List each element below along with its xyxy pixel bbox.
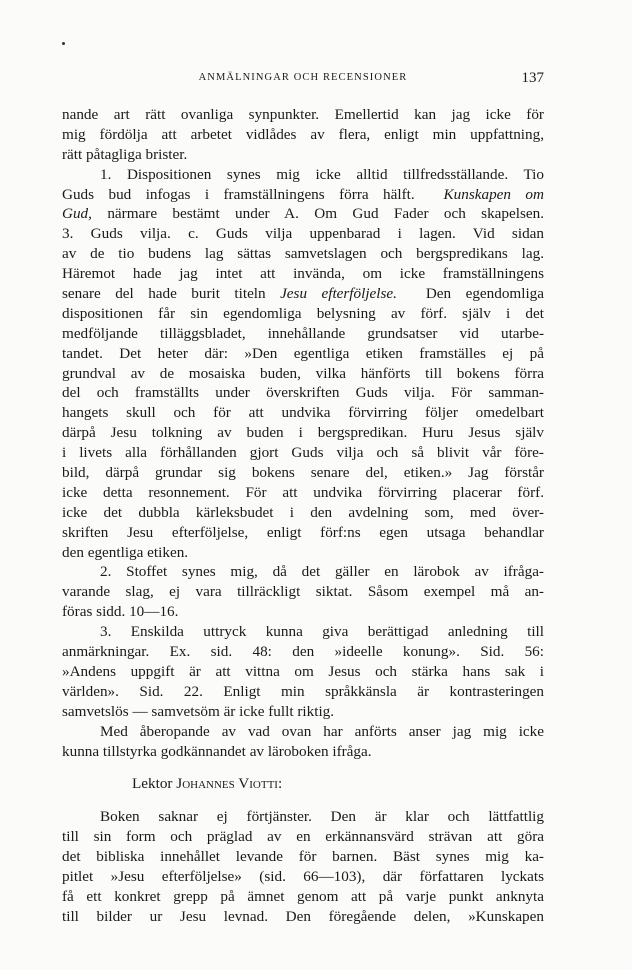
page-header xyxy=(62,70,544,90)
text-line: dispositionen får sin egendomliga belysning av förf. själv i det xyxy=(62,304,544,322)
reviewer-name: Johannes Viotti: xyxy=(176,775,283,793)
italic-phrase: Jesu efterföljelse. xyxy=(280,285,397,303)
text-line xyxy=(62,185,544,205)
text-line: rätt påtagliga brister. xyxy=(62,145,188,163)
text-line: av de tio budens lag sättas samvetslagen och bergspredikans lag. xyxy=(62,245,544,263)
text-line xyxy=(62,204,544,224)
text-line: bild, därpå grundar sig bokens senare del, etiken.» Jag förstår xyxy=(62,464,544,482)
text-span: senare del hade burit titeln xyxy=(62,285,266,303)
reviewer-signature xyxy=(62,774,544,794)
text-line: i livets alla förhållanden gjort Guds vilja och så blivit vår före- xyxy=(62,444,544,462)
body-text xyxy=(62,105,544,927)
text-span: Guds bud infogas i framställningens förra hälft. xyxy=(62,185,415,203)
text-line: pitlet »Jesu efterföljelse» (sid. 66—103), där författaren lyckats xyxy=(62,867,544,885)
text-line: medföljande tilläggsbladet, innehållande grundsatser vid utarbe- xyxy=(62,324,544,342)
text-line: hangets skull och för att undvika förvirring följer omedelbart xyxy=(62,404,544,422)
italic-phrase: Kunskapen om xyxy=(443,185,544,203)
text-line: den egentliga etiken. xyxy=(62,543,189,561)
text-line: varande slag, ej vara tillräckligt siktat. Såsom exempel må an- xyxy=(62,583,544,601)
text-line: föras sidd. 10—16. xyxy=(62,603,179,621)
italic-phrase: Gud, xyxy=(62,205,92,223)
text-line: kunna tillstyrka godkännandet av läroboken ifråga. xyxy=(62,742,372,760)
running-title: ANMÄLNINGAR OCH RECENSIONER xyxy=(198,72,408,83)
text-line: Boken saknar ej förtjänster. Den är klar och lättfattlig xyxy=(100,808,544,826)
text-line: nande art rätt ovanliga synpunkter. Emellertid kan jag icke för xyxy=(62,106,544,123)
text-span: närmare bestämt under A. Om Gud Fader och skapelsen. xyxy=(107,205,545,223)
text-line: Häremot hade jag intet att invända, om icke framställningens xyxy=(62,265,544,283)
text-line: icke det dubbla kärleksbudet i den avdelning som, med över- xyxy=(62,503,544,521)
text-line: mig fördölja att arbetet vidlådes av flera, enligt min uppfattning, xyxy=(62,125,544,143)
text-line: få ett konkret grepp på ämnet genom att på varje punkt anknyta xyxy=(62,887,544,905)
text-line: därpå Jesu tolkning av buden i bergspredikan. Huru Jesus själv xyxy=(62,424,544,442)
text-line: till bilder ur Jesu levnad. Den föregående delen, »Kunskapen xyxy=(62,907,544,925)
text-line: grundval av de mosaiska buden, vilka hänförts till bokens förra xyxy=(62,364,544,382)
text-line: samvetslös — samvetsöm är icke fullt riktig. xyxy=(62,702,335,720)
text-line: det bibliska innehållet levande för barnen. Bäst synes mig ka- xyxy=(62,848,544,866)
text-line: tandet. Det heter där: »Den egentliga etiken framställes ej på xyxy=(62,344,544,362)
page-number: 137 xyxy=(521,70,544,86)
text-line: anmärkningar. Ex. sid. 48: den »ideelle konung». Sid. 56: xyxy=(62,643,544,661)
stray-mark xyxy=(62,42,65,45)
text-span: Den egendomliga xyxy=(425,285,545,303)
text-line: till sin form och präglad av en erkännansvärd strävan att göra xyxy=(62,828,544,846)
text-line: »Andens uppgift är att vittna om Jesus och stärka hans sak i xyxy=(62,662,544,680)
text-line: 1. Dispositionen synes mig icke alltid tillfredsställande. Tio xyxy=(100,165,544,183)
text-line: Med åberopande av vad ovan har anförts anser jag mig icke xyxy=(100,722,544,740)
text-line: 3. Enskilda uttryck kunna giva berättigad anledning till xyxy=(100,623,544,641)
text-line: världen». Sid. 22. Enligt min språkkänsla är kontrasteringen xyxy=(62,682,544,700)
text-line: del och framställts under överskriften Guds vilja. För samman- xyxy=(62,384,544,402)
text-line xyxy=(62,284,544,304)
text-line: 3. Guds vilja. c. Guds vilja uppenbarad i lagen. Vid sidan xyxy=(62,225,544,243)
text-line: icke detta resonnement. För att undvika förvirring placerar förf. xyxy=(62,483,544,501)
text-line: 2. Stoffet synes mig, då det gäller en lärobok av ifråga- xyxy=(100,563,544,581)
text-line: skriften Jesu efterföljelse, enligt förf:ns egen utsaga behandlar xyxy=(62,523,544,541)
signature-prefix: Lektor xyxy=(132,775,177,793)
